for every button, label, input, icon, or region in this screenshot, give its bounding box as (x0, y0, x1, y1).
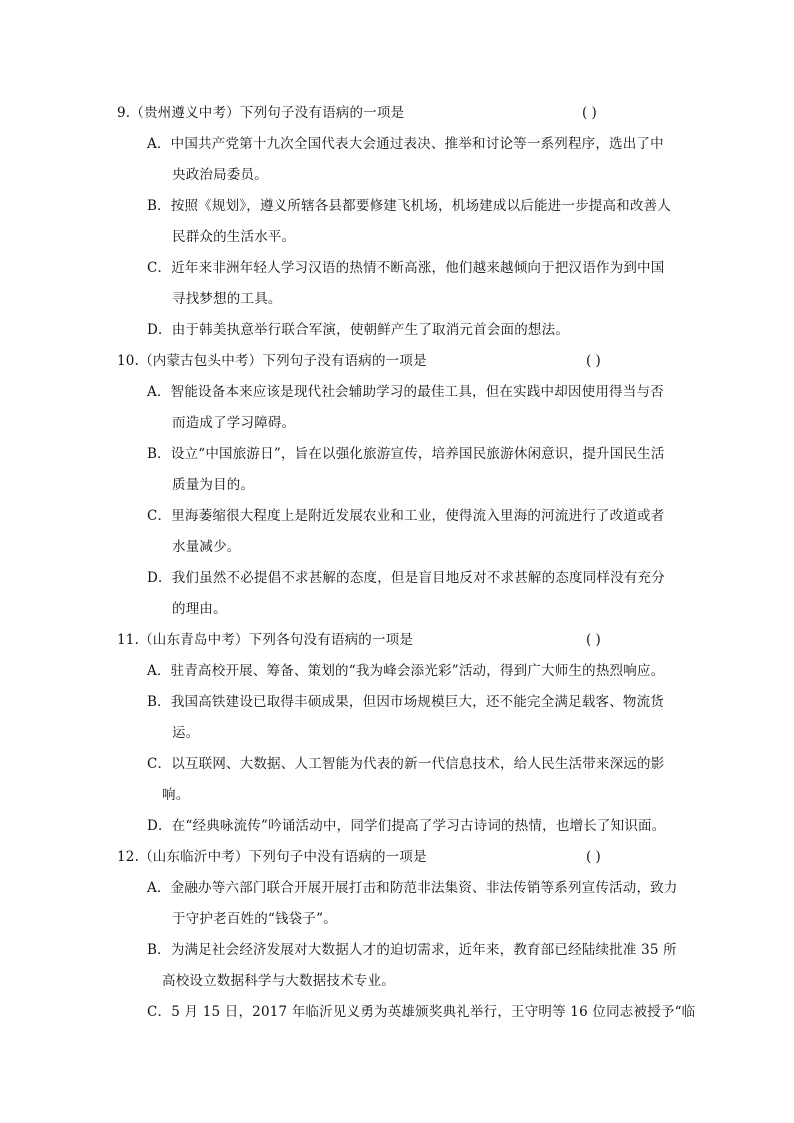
question-10-option-d-cont: 的理由。 (172, 601, 227, 617)
question-12-option-b-cont: 高校设立数据科学与大数据技术专业。 (162, 973, 395, 989)
question-9-stem: 9.（贵州遵义中考）下列句子没有语病的一项是 (117, 105, 405, 121)
question-9-option-c-cont: 寻找梦想的工具。 (172, 291, 282, 307)
question-11-answer-paren: ( ) (586, 632, 601, 648)
question-10-option-a-cont: 而造成了学习障碍。 (172, 415, 296, 431)
question-10-option-c-cont: 水量减少。 (172, 539, 241, 555)
question-12-answer-paren: ( ) (586, 849, 601, 865)
question-12-option-a-cont: 于守护老百姓的“钱袋子”。 (172, 911, 337, 927)
question-9-option-d: D．由于韩美执意举行联合军演，使朝鲜产生了取消元首会面的想法。 (147, 322, 570, 338)
question-10-answer-paren: ( ) (586, 353, 601, 369)
question-11-option-a: A．驻青高校开展、筹备、策划的“我为峰会添光彩”活动，得到广大师生的热烈响应。 (147, 663, 665, 679)
question-11-option-c-cont: 响。 (162, 787, 190, 803)
question-10-stem: 10.（内蒙古包头中考）下列句子没有语病的一项是 (117, 353, 427, 369)
question-11-option-b: B．我国高铁建设已取得丰硕成果，但因市场规模巨大，还不能完全满足载客、物流货 (147, 694, 665, 710)
question-11-option-b-cont: 运。 (172, 725, 200, 741)
question-9-answer-paren: ( ) (582, 105, 597, 121)
question-10-option-d: D．我们虽然不必提倡不求甚解的态度，但是盲目地反对不求甚解的态度同样没有充分 (147, 570, 665, 586)
question-12-option-c: C．5 月 15 日，2017 年临沂见义勇为英雄颁奖典礼举行，王守明等 16 位同志被授予“临 (147, 1004, 696, 1020)
question-11-option-d: D．在“经典咏流传”吟诵活动中，同学们提高了学习古诗词的热情，也增长了知识面。 (147, 818, 666, 834)
question-12-option-a: A．金融办等六部门联合开展开展打击和防范非法集资、非法传销等系列宣传活动，致力 (147, 880, 678, 896)
question-10-option-b-cont: 质量为目的。 (172, 477, 255, 493)
question-11-stem: 11.（山东青岛中考）下列各句没有语病的一项是 (117, 632, 414, 648)
question-10-option-a: A．智能设备本来应该是现代社会辅助学习的最佳工具，但在实践中却因使用得当与否 (147, 384, 664, 400)
question-12-stem: 12.（山东临沂中考）下列句子中没有语病的一项是 (117, 849, 427, 865)
question-9-option-c: C．近年来非洲年轻人学习汉语的热情不断高涨，他们越来越倾向于把汉语作为到中国 (147, 260, 665, 276)
question-10-option-c: C．里海萎缩很大程度上是附近发展农业和工业，使得流入里海的河流进行了改道或者 (147, 508, 665, 524)
question-9-option-b: B．按照《规划》，遵义所辖各县都要修建飞机场，机场建成以后能进一步提高和改善人 (147, 198, 671, 214)
question-9-option-a-cont: 央政治局委员。 (172, 167, 268, 183)
question-10-option-b: B．设立“中国旅游日”，旨在以强化旅游宣传，培养国民旅游休闲意识，提升国民生活 (147, 446, 665, 462)
question-11-option-c: C．以互联网、大数据、人工智能为代表的新一代信息技术，给人民生活带来深远的影 (147, 756, 665, 772)
question-12-option-b: B．为满足社会经济发展对大数据人才的迫切需求，近年来，教育部已经陆续批准 35 所 (147, 942, 677, 958)
question-9-option-b-cont: 民群众的生活水平。 (172, 229, 296, 245)
question-9-option-a: A．中国共产党第十九次全国代表大会通过表决、推举和讨论等一系列程序，选出了中 (147, 136, 664, 152)
